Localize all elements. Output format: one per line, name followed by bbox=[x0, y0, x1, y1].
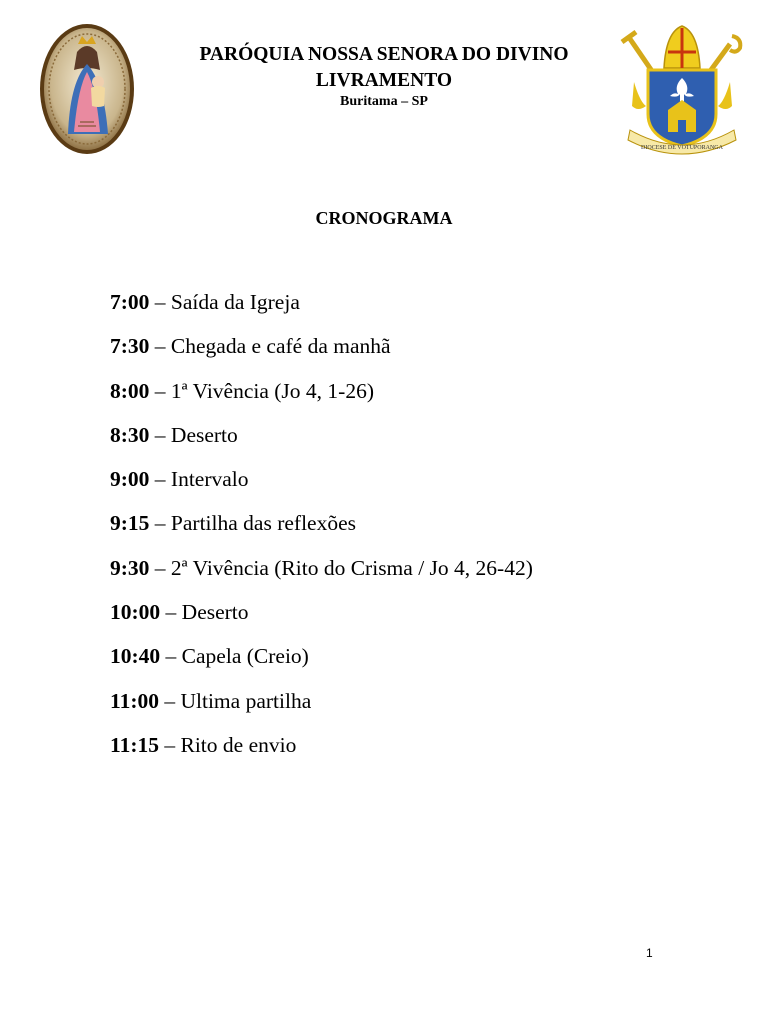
parish-title-line-2: LIVRAMENTO bbox=[315, 70, 453, 91]
schedule-item bbox=[110, 288, 533, 332]
schedule-item bbox=[110, 377, 533, 421]
schedule-time: 10:40 bbox=[110, 644, 161, 669]
schedule-time: 9:15 bbox=[110, 511, 150, 536]
parish-location: Buritama – SP bbox=[340, 94, 428, 109]
schedule-activity: – Capela (Creio) bbox=[160, 644, 309, 669]
schedule-list bbox=[110, 288, 533, 775]
schedule-time: 9:30 bbox=[110, 555, 150, 580]
schedule-time: 8:30 bbox=[110, 422, 150, 447]
diocese-coat-of-arms-icon bbox=[614, 22, 750, 156]
schedule-activity: – Ultima partilha bbox=[158, 688, 312, 713]
schedule-activity: – Deserto bbox=[149, 422, 238, 447]
schedule-item bbox=[110, 598, 533, 642]
schedule-item bbox=[110, 421, 533, 465]
page-number: 1 bbox=[646, 946, 653, 960]
parish-title-line-1: PARÓQUIA NOSSA SENORA DO DIVINO bbox=[199, 44, 569, 65]
document-header bbox=[150, 42, 618, 110]
schedule-item bbox=[110, 332, 533, 376]
svg-text:DIOCESE DE VOTUPORANGA: DIOCESE DE VOTUPORANGA bbox=[641, 145, 723, 151]
schedule-item bbox=[110, 554, 533, 598]
schedule-activity: – Saída da Igreja bbox=[149, 290, 300, 314]
schedule-activity: – Deserto bbox=[160, 600, 249, 625]
schedule-item bbox=[110, 642, 533, 686]
schedule-time: 10:00 bbox=[110, 600, 161, 625]
schedule-time: 11:15 bbox=[110, 732, 159, 757]
schedule-item bbox=[110, 465, 533, 509]
schedule-activity: – Chegada e café da manhã bbox=[149, 334, 391, 359]
schedule-activity: – Rito de envio bbox=[158, 732, 297, 757]
schedule-time: 7:30 bbox=[110, 334, 150, 359]
schedule-time: 7:00 bbox=[110, 290, 150, 314]
schedule-time: 11:00 bbox=[110, 688, 159, 713]
schedule-time: 8:00 bbox=[110, 378, 150, 403]
schedule-time: 9:00 bbox=[110, 467, 150, 492]
schedule-item bbox=[110, 687, 533, 731]
schedule-item bbox=[110, 731, 533, 775]
schedule-activity: – Intervalo bbox=[149, 467, 249, 492]
document-title: CRONOGRAMA bbox=[315, 208, 453, 228]
madonna-and-child-medallion-icon bbox=[38, 22, 136, 156]
schedule-activity: – 2ª Vivência (Rito do Crisma / Jo 4, 26-42) bbox=[149, 555, 533, 580]
schedule-activity: – 1ª Vivência (Jo 4, 1-26) bbox=[149, 378, 374, 403]
schedule-item bbox=[110, 509, 533, 553]
schedule-activity: – Partilha das reflexões bbox=[149, 511, 356, 536]
